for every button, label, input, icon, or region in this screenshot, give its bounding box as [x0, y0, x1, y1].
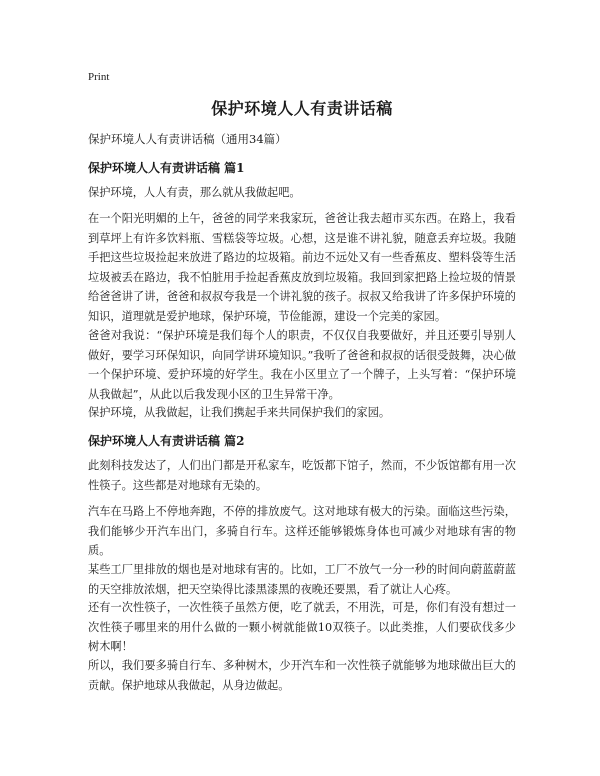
paragraph: 在一个阳光明媚的上午，爸爸的同学来我家玩，爸爸让我去超市买东西。在路上，我看到草坪上有许多饮料瓶、雪糕袋等垃圾。心想，这是谁不讲礼貌，随意丢弃垃圾。我随手把这些垃圾捡起来放进了路边的垃圾箱。前边不远处又有一些香蕉皮、塑料袋等生活垃圾被丢在路边，我不怕脏用手捡起香蕉皮放到垃圾箱。我回到家把路上捡垃圾的情景给爸爸讲了讲，爸爸和叔叔夸我是一个讲礼貌的孩子。叔叔又给我讲了许多保护环境的知识，道理就是爱护地球，保护环境，节俭能源，建设一个完美的家园。 — [88, 212, 516, 323]
page-title: 保护环境人人有责讲话稿 — [211, 99, 393, 118]
section-heading-1: 保护环境人人有责讲话稿 篇1 — [88, 161, 245, 175]
paragraph: 还有一次性筷子，一次性筷子虽然方便，吃了就丢，不用洗，可是，你们有没有想过一次性筷子哪里来的用什么做的一颗小树就能做10双筷子。以此类推，人们要砍伐多少树木啊！ — [88, 601, 516, 653]
paragraph: 保护环境，从我做起，让我们携起手来共同保护我们的家园。 — [88, 406, 391, 419]
paragraph: 汽车在马路上不停地奔跑，不停的排放废气。这对地球有极大的污染。面临这些污染，我们能够少开汽车出门，多骑自行车。这样还能够锻炼身体也可减少对地球有害的物质。 — [88, 505, 516, 557]
paragraph: 某些工厂里排放的烟也是对地球有害的。比如，工厂不放气一分一秒的时间向蔚蓝蔚蓝的天空排放浓烟，把天空染得比漆黑漆黑的夜晚还要黑，看了就让人心疼。 — [88, 563, 516, 596]
paragraph: 爸爸对我说：“保护环境是我们每个人的职责，不仅仅自我要做好，并且还要引导别人做好，要学习环保知识，向同学讲环境知识。”我听了爸爸和叔叔的话很受鼓舞，决心做一个保护环境、爱护环境的好学生。我在小区里立了一个牌子，上头写着：“保护环境从我做起”，从此以后我发现小区的卫生异常干净。 — [88, 329, 516, 401]
document-subtitle: 保护环境人人有责讲话稿（通用34篇） — [88, 132, 287, 146]
paragraph: 此刻科技发达了，人们出门都是开私家车，吃饭都下馆子，然而，不少饭馆都有用一次性筷子。这些都是对地球有无染的。 — [88, 459, 516, 492]
section-heading-2: 保护环境人人有责讲话稿 篇2 — [88, 434, 245, 448]
print-link[interactable]: Print — [88, 71, 110, 83]
paragraph: 保护环境，人人有责，那么就从我做起吧。 — [88, 186, 301, 199]
paragraph: 所以，我们要多骑自行车、多种树木，少开汽车和一次性筷子就能够为地球做出巨大的贡献。保护地球从我做起，从身边做起。 — [88, 659, 516, 692]
